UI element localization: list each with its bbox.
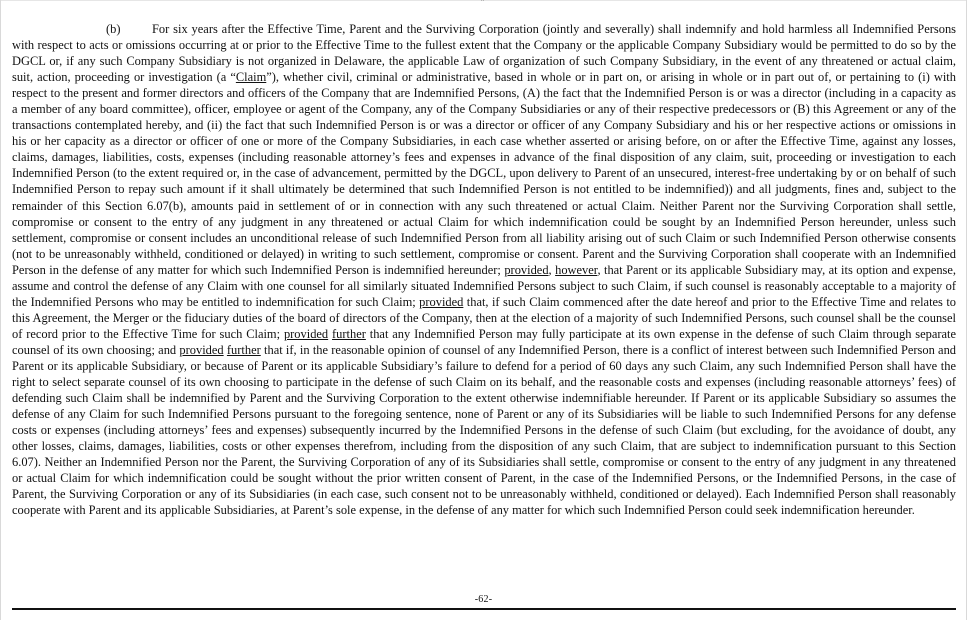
paragraph-text-segment-1: For six years after the Effective Time, Parent and the Surviving Corporation (jointly and severally) shall indemnify and hold harmless all Indemnified Persons with respect to acts or omissions occurring at or prior to the Effective Time to the fullest extent that the Company or the applicable Company Subsidiary would be permitted to do so by the DGCL or, if any such Company Subsidiary is not organized in Delaware, the applicable Law of organization of such Company Subsidiary, in the event of any threatened or actual claim, suit, action, proceeding or investigation (a “: [12, 22, 956, 85]
defined-term-claim: Claim: [235, 70, 267, 85]
page-number: -62-: [474, 594, 493, 605]
provided-term-3: provided: [283, 326, 329, 341]
previous-page-fragment: ..: [481, 0, 484, 3]
paragraph-text-segment-4: that, if such Claim commenced after the date hereof and prior to the Effective Time and relates to this Agreement, the Merger or the fiduciary duties of the board of directors of the Company, then at the election of a majority of such Indemnified Persons, such counsel shall be the counsel of record prior to the Effective Time for such Claim;: [12, 294, 956, 341]
provided-term-4: provided: [179, 342, 224, 357]
provided-term-2: provided: [419, 294, 464, 309]
paragraph-b: [12, 21, 956, 518]
document-page: [12, 21, 956, 518]
further-term-2: further: [226, 342, 261, 357]
however-term: however: [555, 262, 598, 277]
page-bottom-rule: [12, 608, 956, 610]
paragraph-text-segment-3: , that Parent or its applicable Subsidiary may, at its option and expense, assume and control the defense of any Claim with one counsel for all similarly situated Indemnified Persons subject to such Claim, if such counsel is reasonably acceptable to a majority of the Indemnified Persons who may be entitled to indemnification for such Claim;: [12, 262, 957, 309]
paragraph-label: (b): [106, 22, 121, 36]
provided-term-1: provided: [504, 262, 549, 277]
paragraph-text-segment-5: that any Indemnified Person may fully participate at its own expense in the defense of such Claim through separate counsel of its own choosing; and: [12, 326, 957, 357]
further-term-1: further: [332, 326, 366, 341]
paragraph-text-segment-6: that if, in the reasonable opinion of counsel of any Indemnified Person, there is a conflict of interest between such Indemnified Person and Parent or its applicable Subsidiary, or because of Parent or its applicable Subsidiary’s failure to defend for a period of 60 days any such Claim, any such Indemnified Person shall have the right to select separate counsel of its own choosing to participate in the defense of such Claim on its behalf, and the reasonable costs and expenses (including reasonable attorneys’ fees) of defending such Claim shall be indemnified by Parent and the Surviving Corporation to the extent otherwise indemnifiable hereunder. If Parent or its applicable Subsidiary so assumes the defense of any Claim for such Indemnified Persons pursuant to the foregoing sentence, none of Parent or any of its Subsidiaries will be liable to such Indemnified Persons for any defense costs or expenses (including attorneys’ fees and expenses) subsequently incurred by the Indemnified Persons in the defense of such Claim (but excluding, for the avoidance of doubt, any other losses, claims, damages, liabilities, costs or other expenses therefrom, including from the disposition of any such Claim, that are subject to indemnification pursuant to this Section 6.07). Neither an Indemnified Person nor the Parent, the Surviving Corporation of any of its Subsidiaries shall settle, compromise or consent to the entry of any judgment in any threatened or actual Claim for which indemnification could be sought without the prior written consent of Parent, in the case of the Indemnified Persons, or the Indemnified Persons, in the case of Parent, the Surviving Corporation or any of its Subsidiaries (in each case, such consent not to be unreasonably withheld, conditioned or delayed). Each Indemnified Person shall reasonably cooperate with Parent and its applicable Subsidiaries, at Parent’s sole expense, in the defense of any matter for which such Indemnified Person could seek indemnification hereunder.: [12, 342, 957, 518]
comma-after-provided: ,: [548, 262, 552, 277]
paragraph-text-segment-2: ”), whether civil, criminal or administrative, based in whole or in part on, or arising in whole or in part out of, or pertaining to (i) with respect to the present and former directors and officers of the Company that are Indemnified Persons, (A) the fact that the Indemnified Person is or was a director (including in a capacity as a member of any board committee), officer, employee or agent of the Company, any of the Company Subsidiaries or any of their respective predecessors or (B) this Agreement or any of the transactions contemplated hereby, and (ii) the fact that such Indemnified Person is or was a director or officer of any Company Subsidiary and his or her respective actions or omissions in his or her capacity as a director or officer of one or more of the Company Subsidiaries, in each case whether asserted or arising before, on or after the Effective Time, against any losses, claims, damages, liabilities, costs, expenses (including reasonable attorney’s fees and expenses in advance of the final disposition of any claim, suit, proceeding or investigation to each Indemnified Person (to the extent required or, in the case of advancement, permitted by the DGCL, upon delivery to Parent of an unsecured, interest-free undertaking by or on behalf of such Indemnified Person to repay such amount if it shall ultimately be determined that such Indemnified Person is not entitled to be indemnified)) and all judgments, fines and, subject to the remainder of this Section 6.07(b), amounts paid in settlement of or in connection with any such threatened or actual Claim. Neither Parent nor the Surviving Corporation shall settle, compromise or consent to the entry of any judgment in any threatened or actual Claim for which indemnification could be sought by an Indemnified Person hereunder, unless such settlement, compromise or consent includes an unconditional release of such Indemnified Person from all liability arising out of such Claim or such Indemnified Person otherwise consents (not to be unreasonably withheld, conditioned or delayed) in writing to such settlement, compromise or consent. Parent and the Surviving Corporation shall cooperate with an Indemnified Person in the defense of any matter for which such Indemnified Person is indemnified hereunder;: [12, 70, 956, 277]
